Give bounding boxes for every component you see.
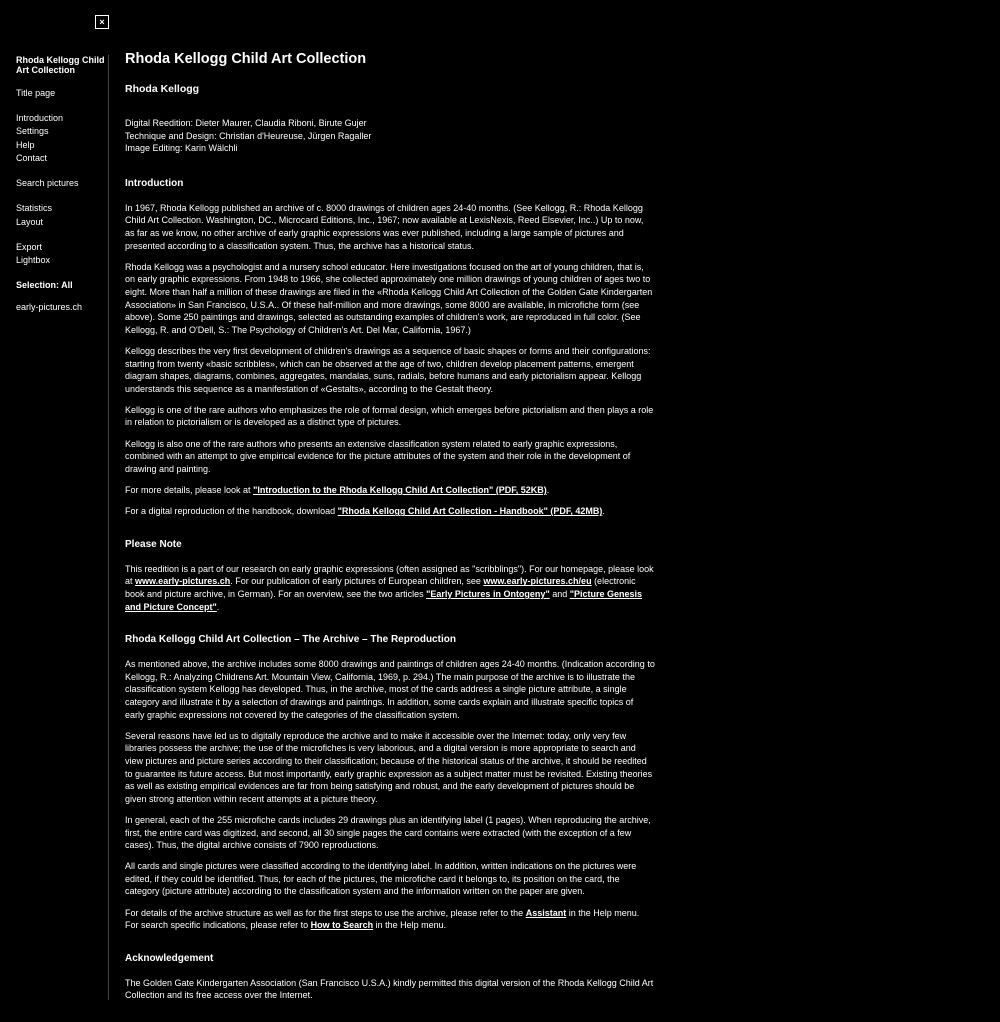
credit-line: Technique and Design: Christian d'Heureuse, Jürgen Ragaller bbox=[125, 130, 372, 141]
text: This reedition is a part of our research on early graphic expressions (often assigned as "scribblings"). For our homepage, please look at bbox=[125, 563, 654, 587]
section-heading: Introduction bbox=[125, 177, 184, 189]
paragraph: Kellogg is also one of the rare authors who presents an extensive classification system related to early graphic expressions, combined with an attempt to give empirical evidence for the picture attributes of the system and their role in the development of drawing and painting. bbox=[125, 438, 631, 474]
sidebar-item-statistics[interactable]: Statistics bbox=[16, 203, 53, 214]
section-please-note bbox=[125, 538, 655, 613]
text: For a digital reproduction of the handbook, download bbox=[125, 506, 338, 517]
sidebar-item-search-pictures[interactable]: Search pictures bbox=[16, 178, 79, 189]
text: For details of the archive structure as well as for the first steps to use the archive, please refer to the bbox=[125, 907, 526, 918]
section-heading: Rhoda Kellogg Child Art Collection – The Archive – The Reproduction bbox=[125, 634, 456, 646]
text: For more details, please look at bbox=[125, 485, 254, 496]
paragraph: Several reasons have led us to digitally reproduce the archive and to make it accessible over the Internet: today, only very few libraries possess the archive; the use of the microfiches is very laborious, and a digital version is more appropriate to search and view pictures and picture series according to their classification; because of the historical status of the archive, it should be reedited to guarantee its future access. But most importantly, early graphic expression as a subject matter must be revisited. Existing theories as well as existing empirical evidences are far from being satisfying and robust, and the early development of pictures should be given strong attention within recent attempts at a picture theory. bbox=[125, 730, 653, 804]
sidebar-group-stats bbox=[16, 202, 108, 229]
sidebar-brand: Rhoda Kellogg Child Art Collection bbox=[16, 55, 105, 75]
sidebar-group-title bbox=[16, 87, 108, 100]
sidebar-item-title-page[interactable]: Title page bbox=[16, 88, 56, 98]
section-heading: Acknowledgement bbox=[125, 952, 214, 964]
text: in the Help menu. bbox=[373, 920, 447, 931]
paragraph: Kellogg is one of the rare authors who emphasizes the role of formal design, which emerges before pictorialism and then plays a role in relation to pictorialism or is developed as a distinct type of pictures. bbox=[125, 404, 654, 428]
selection-status: Selection: All bbox=[16, 280, 73, 291]
text: in the Help menu. For search specific indications, please refer to bbox=[125, 907, 640, 931]
sidebar-item-site-link[interactable]: early-pictures.ch bbox=[16, 302, 83, 313]
text: . bbox=[546, 485, 550, 496]
credit-line: Image Editing: Karin Wälchli bbox=[125, 143, 238, 154]
main-content bbox=[125, 50, 655, 1022]
early-pictures-ontogeny-link[interactable]: "Early Pictures in Ontogeny" bbox=[426, 589, 550, 599]
page-subtitle: Rhoda Kellogg bbox=[125, 83, 200, 95]
sidebar-group-info bbox=[16, 112, 108, 166]
eu-publication-link[interactable]: www.early-pictures.ch/eu bbox=[483, 576, 592, 587]
paragraph: The Golden Gate Kindergarten Association (San Francisco U.S.A.) kindly permitted this digital version of the Rhoda Kellogg Child Art Collection and its free access over the Internet. bbox=[125, 977, 654, 1001]
introduction-pdf-link[interactable]: "Introduction to the Rhoda Kellogg Child Art Collection" (PDF, 52KB) bbox=[253, 485, 547, 496]
page-title: Rhoda Kellogg Child Art Collection bbox=[125, 51, 367, 67]
how-to-search-link[interactable]: How to Search bbox=[310, 920, 374, 931]
credits bbox=[125, 117, 655, 155]
text: . For our publication of early pictures of European children, see bbox=[230, 576, 484, 587]
paragraph: As mentioned above, the archive includes some 8000 drawings and paintings of children ages 24-40 months. (Indication according to Kellogg, R.: Analyzing Childrens Art. Mountain View, California, 1969, p. 294.) The main purpose of the archive is to illustrate the classification system Kellogg has developed. Thus, in the archive, most of the cards address a single picture attribute, a single category and illustrate it by a selection of drawings and paintings. In addition, some cards explain and illustrate specific topics of early graphic expressions not covered by the categories of the classification system. bbox=[125, 659, 655, 720]
homepage-link[interactable]: www.early-pictures.ch bbox=[135, 576, 231, 587]
paragraph: Rhoda Kellogg was a psychologist and a nursery school educator. Here investigations focused on the art of young children, that is, on early graphic expressions. From 1948 to 1966, she collected approximately one million drawings of young children of ages two to eight. More than half a million of these drawings are filed in the «Rhoda Kellogg Child Art Collection of the Golden Gate Kindergarten Association» in San Francisco, U.S.A.. Of these half-million and more drawings, some 8000 are available, in microfiche form (see above). Some 250 paintings and drawings, selected as outstanding examples of children's work, are reproduced in full color. (See Kellogg, R. and O'Dell, S.: The Psychology of Children's Art. Del Mar, California, 1967.) bbox=[125, 261, 653, 335]
close-button[interactable]: × bbox=[95, 15, 109, 29]
section-heading: Please Note bbox=[125, 538, 182, 550]
sidebar-item-layout[interactable]: Layout bbox=[16, 216, 44, 227]
text: . bbox=[216, 601, 220, 612]
sidebar-item-contact[interactable]: Contact bbox=[16, 153, 48, 164]
credit-line: Digital Reedition: Dieter Maurer, Claudia Riboni, Birute Gujer bbox=[125, 118, 367, 128]
paragraph bbox=[125, 907, 655, 932]
paragraph: All cards and single pictures were classified according to the identifying label. In addition, written indications on the pictures were edited, if they could be identified. Thus, for each of the pictures, the microfiche card it belongs to, its position on the card, the category (picture attribute) according to the classification system and the information written on the paper are given. bbox=[125, 861, 637, 897]
sidebar-item-help[interactable]: Help bbox=[16, 139, 35, 150]
sidebar-group-export bbox=[16, 241, 108, 268]
paragraph bbox=[125, 505, 655, 518]
sidebar-item-introduction[interactable]: Introduction bbox=[16, 113, 64, 123]
text: (electronic book and picture archive, in German). For an overview, see the two articles bbox=[125, 576, 636, 599]
paragraph: In 1967, Rhoda Kellogg published an archive of c. 8000 drawings of children ages 24-40 months. (See Kellogg, R.: Rhoda Kellogg Child Art Collection. Washington, DC., Microcard Editions, Inc., 1967; now available at LexisNexis, Reed Elsevier, Inc..) Up to now, as far as we know, no other archive of early graphic expressions was ever published, including a large sample of pictures and presented according to a classification system. Thus, the archive has a historical status. bbox=[125, 202, 644, 251]
sidebar-item-settings[interactable]: Settings bbox=[16, 126, 49, 137]
paragraph: In general, each of the 255 microfiche cards includes 29 drawings plus an identifying label (1 pages). When reproducing the archive, first, the entire card was digitized, and second, all 30 single pages the card contains were extracted (with the exception of a few cases). Thus, the digital archive consists of 7900 reproductions. bbox=[125, 814, 651, 851]
paragraph: Kellogg describes the very first development of children's drawings as a sequence of basic shapes or forms and their configurations: starting from twenty «basic scribbles», which can be observed at the age of two, children develop placement patterns, emergent diagram shapes, diagrams, combines, aggregates, mandalas, suns, radials, before humans and early pictorialism appear. Kellogg understands this sequence as a manifestation of «Gestalts», according to the Gestalt theory. bbox=[125, 345, 651, 394]
sidebar-divider bbox=[108, 55, 109, 1000]
handbook-pdf-link[interactable]: "Rhoda Kellogg Child Art Collection - Handbook" (PDF, 42MB) bbox=[337, 506, 603, 517]
text: . bbox=[602, 506, 605, 517]
section-acknowledgement bbox=[125, 952, 655, 1002]
section-introduction bbox=[125, 177, 655, 518]
sidebar-item-export[interactable]: Export bbox=[16, 241, 43, 252]
sidebar bbox=[16, 55, 108, 315]
picture-genesis-link[interactable]: "Picture Genesis and Picture Concept" bbox=[125, 589, 643, 612]
paragraph bbox=[125, 484, 655, 497]
assistant-link[interactable]: Assistant bbox=[525, 907, 567, 918]
sidebar-item-lightbox[interactable]: Lightbox bbox=[16, 255, 51, 266]
paragraph bbox=[125, 563, 655, 613]
section-archive bbox=[125, 633, 655, 932]
sidebar-group-search bbox=[16, 177, 108, 190]
text: and bbox=[549, 589, 570, 599]
